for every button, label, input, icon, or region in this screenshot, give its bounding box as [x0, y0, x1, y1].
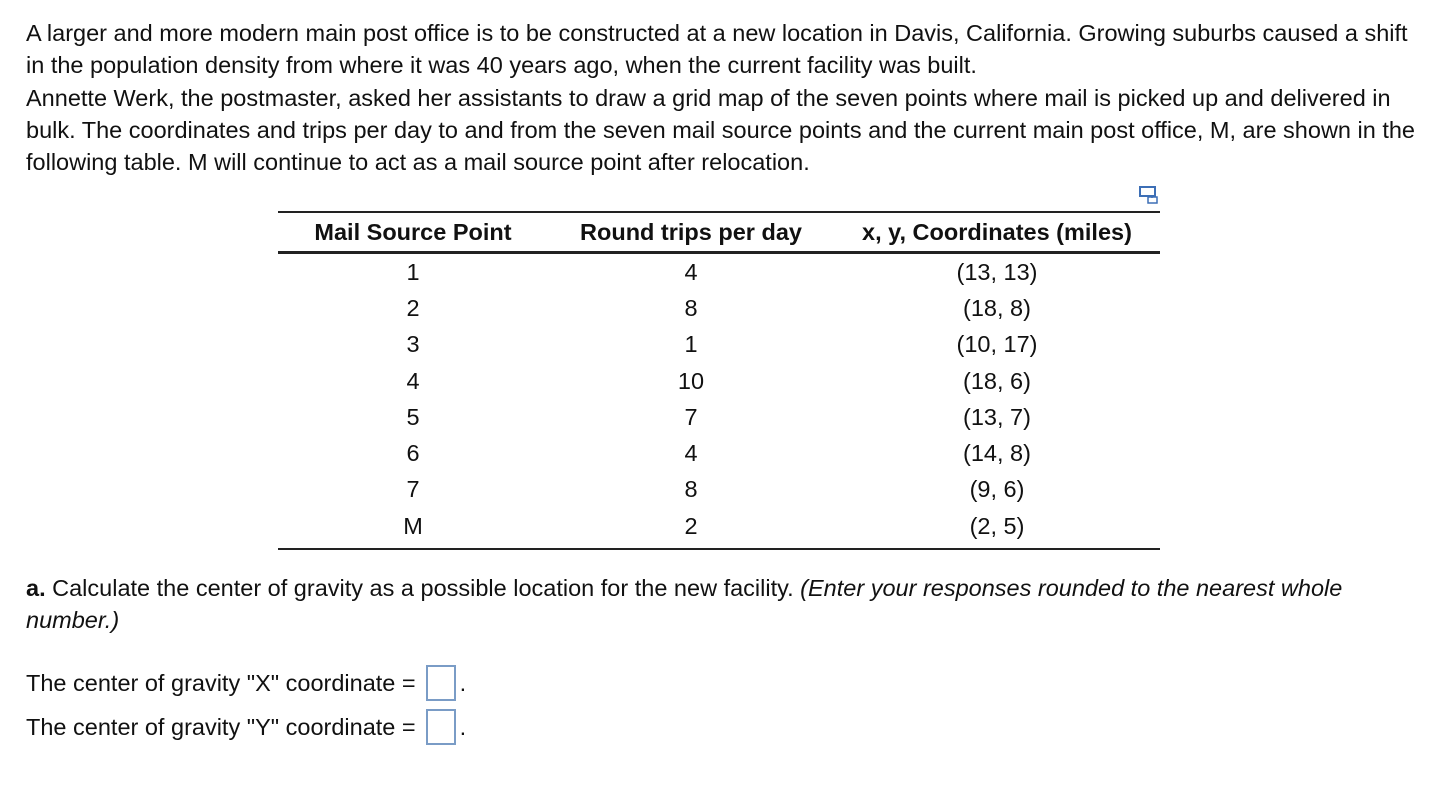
table-row [278, 253, 1160, 291]
cell-coordinates: (13, 7) [963, 403, 1031, 430]
header-round-trips: Round trips per day [580, 218, 802, 245]
cell-round-trips: 7 [684, 403, 698, 430]
copy-table-icon[interactable] [1139, 186, 1159, 204]
cell-source-point: 1 [406, 258, 420, 285]
cell-coordinates: (9, 6) [969, 476, 1025, 503]
intro-paragraph-1: A larger and more modern main post office is to be constructed at a new location in Davis, California. Growing suburbs caused a shift in the population density from where it was 40 years ago, when the current facility was built. [26, 20, 1408, 79]
answer-x-suffix: . [459, 669, 467, 696]
mail-source-table [278, 211, 1160, 550]
question-label: a. [26, 575, 46, 601]
answer-row-y [26, 709, 466, 745]
cell-round-trips: 8 [684, 476, 698, 503]
cell-round-trips: 10 [677, 367, 705, 394]
cell-round-trips: 1 [684, 331, 698, 358]
header-coordinates: x, y, Coordinates (miles) [862, 218, 1132, 245]
header-mail-source-point: Mail Source Point [314, 218, 512, 245]
cell-source-point: 2 [406, 294, 420, 321]
question-text: Calculate the center of gravity as a possible location for the new facility. [45, 575, 801, 601]
cell-coordinates: (14, 8) [963, 440, 1031, 467]
cell-source-point: 5 [406, 403, 420, 430]
cell-round-trips: 4 [684, 258, 698, 285]
answer-x-label: The center of gravity "X" coordinate = [26, 669, 416, 696]
answer-x-input[interactable] [426, 665, 456, 701]
table-row [278, 327, 1160, 363]
table-row [278, 508, 1160, 549]
cell-coordinates: (13, 13) [956, 258, 1038, 285]
cell-coordinates: (2, 5) [969, 512, 1025, 539]
question-note: (Enter your responses rounded to the nearest whole number.) [26, 575, 1343, 634]
table-row [278, 472, 1160, 508]
answer-row-x [26, 665, 466, 701]
cell-coordinates: (18, 8) [963, 294, 1031, 321]
answer-y-suffix: . [459, 713, 467, 740]
cell-source-point: 6 [406, 440, 420, 467]
table-row [278, 399, 1160, 435]
answer-y-label: The center of gravity "Y" coordinate = [26, 713, 416, 740]
cell-source-point: 7 [406, 476, 420, 503]
problem-intro [26, 17, 1416, 178]
cell-coordinates: (10, 17) [956, 331, 1038, 358]
table-row [278, 290, 1160, 326]
answer-y-input[interactable] [426, 709, 456, 745]
intro-paragraph-2: Annette Werk, the postmaster, asked her assistants to draw a grid map of the seven points where mail is picked up and delivered in bulk. The coordinates and trips per day to and from the seven mail source points and the current main post office, M, are shown in the following table. M will continue to act as a mail source point after relocation. [26, 84, 1416, 176]
cell-round-trips: 2 [684, 512, 698, 539]
cell-source-point: 4 [406, 367, 420, 394]
cell-round-trips: 4 [684, 440, 698, 467]
cell-source-point: M [403, 512, 423, 539]
table-row [278, 435, 1160, 471]
cell-coordinates: (18, 6) [963, 367, 1031, 394]
question-a [26, 572, 1421, 637]
cell-round-trips: 8 [684, 294, 698, 321]
table-header-row [278, 212, 1160, 253]
cell-source-point: 3 [406, 331, 420, 358]
table-row [278, 363, 1160, 399]
